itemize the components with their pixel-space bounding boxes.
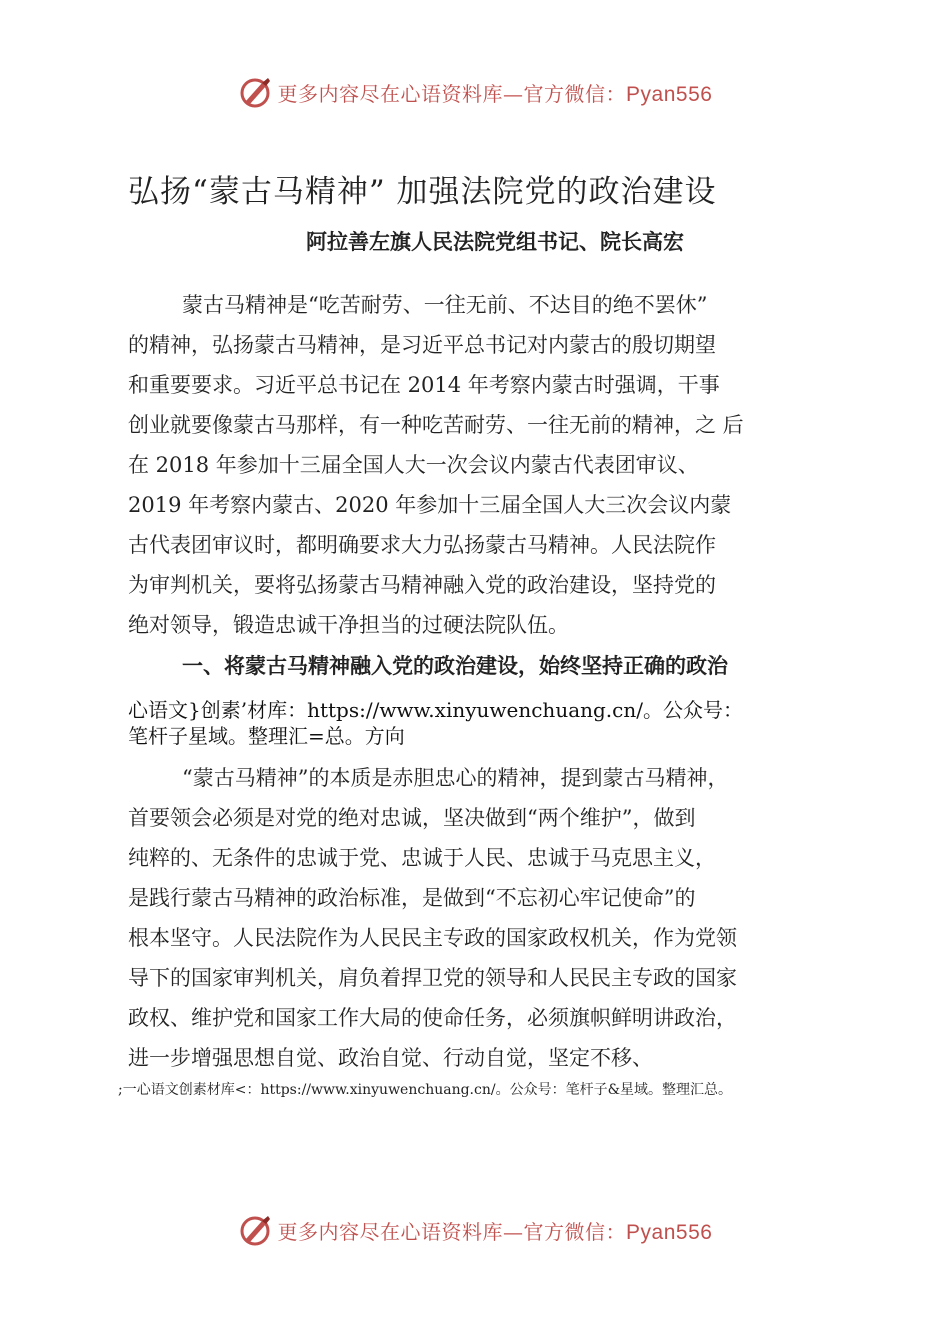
paragraph-line: 的精神，弘扬蒙古马精神，是习近平总书记对内蒙古的殷切期望 xyxy=(128,333,716,357)
paragraph-line: 政权、维护党和国家工作大局的使命任务，必须旗帜鲜明讲政治， xyxy=(128,1006,737,1030)
paragraph-line: 是践行蒙古马精神的政治标准，是做到“不忘初心牢记使命”的 xyxy=(128,886,696,910)
page-title: 弘扬“蒙古马精神” 加强法院党的政治建设 xyxy=(128,174,717,210)
paragraph-line: 创业就要像蒙古马那样，有一种吃苦耐劳、一往无前的精神，之 后 xyxy=(128,413,744,437)
paragraph-line: 绝对领导，锻造忠诚干净担当的过硬法院队伍。 xyxy=(128,613,569,637)
paragraph-line: 进一步增强思想自觉、政治自觉、行动自觉，坚定不移、 xyxy=(128,1046,653,1070)
paragraph-line: “蒙古马精神”的本质是赤胆忠心的精神，提到蒙古马精神， xyxy=(182,766,729,790)
banner-text: 更多内容尽在心语资料库—官方微信：Pyan556 xyxy=(277,81,713,106)
pen-logo-icon xyxy=(238,75,272,109)
paragraph-line: 导下的国家审判机关，肩负着捍卫党的领导和人民民主专政的国家 xyxy=(128,966,737,990)
author-line: 阿拉善左旗人民法院党组书记、院长高宏 xyxy=(306,230,684,254)
paragraph-line: 在 2018 年参加十三届全国人大一次会议内蒙古代表团审议、 xyxy=(128,453,699,477)
footnote-watermark: ;一心语文创素材库<：https://www.xinyuwenchuang.cn/。公众号：笔杆子&星域。整理汇总。 xyxy=(118,1082,733,1098)
paragraph-line: 古代表团审议时，都明确要求大力弘扬蒙古马精神。人民法院作 xyxy=(128,533,716,557)
wechat-id: Pyan556 xyxy=(626,1220,713,1244)
paragraph-line: 首要领会必须是对党的绝对忠诚，坚决做到“两个维护”，做到 xyxy=(128,806,696,830)
paragraph-line: 为审判机关，要将弘扬蒙古马精神融入党的政治建设，坚持党的 xyxy=(128,573,716,597)
watermark-line: 心语文}创素’材库：https://www.xinyuwenchuang.cn/。公众号： xyxy=(128,698,743,722)
watermark-line: 笔杆子星域。整理汇=总。方向 xyxy=(128,724,405,748)
paragraph-line: 纯粹的、无条件的忠诚于党、忠诚于人民、忠诚于马克思主义， xyxy=(128,846,716,870)
footer-banner xyxy=(0,1210,950,1250)
paragraph-line: 蒙古马精神是“吃苦耐劳、一往无前、不达目的绝不罢休” xyxy=(182,293,708,317)
header-banner xyxy=(0,72,950,112)
pen-logo-icon xyxy=(238,1213,272,1247)
banner-text: 更多内容尽在心语资料库—官方微信：Pyan556 xyxy=(277,1219,713,1244)
paragraph-line: 和重要要求。习近平总书记在 2014 年考察内蒙古时强调，干事 xyxy=(128,373,720,397)
wechat-id: Pyan556 xyxy=(626,82,713,106)
paragraph-line: 根本坚守。人民法院作为人民民主专政的国家政权机关，作为党领 xyxy=(128,926,737,950)
section-heading: 一、将蒙古马精神融入党的政治建设，始终坚持正确的政治 xyxy=(182,654,728,678)
paragraph-line: 2019 年考察内蒙古、2020 年参加十三届全国人大三次会议内蒙 xyxy=(128,493,732,517)
